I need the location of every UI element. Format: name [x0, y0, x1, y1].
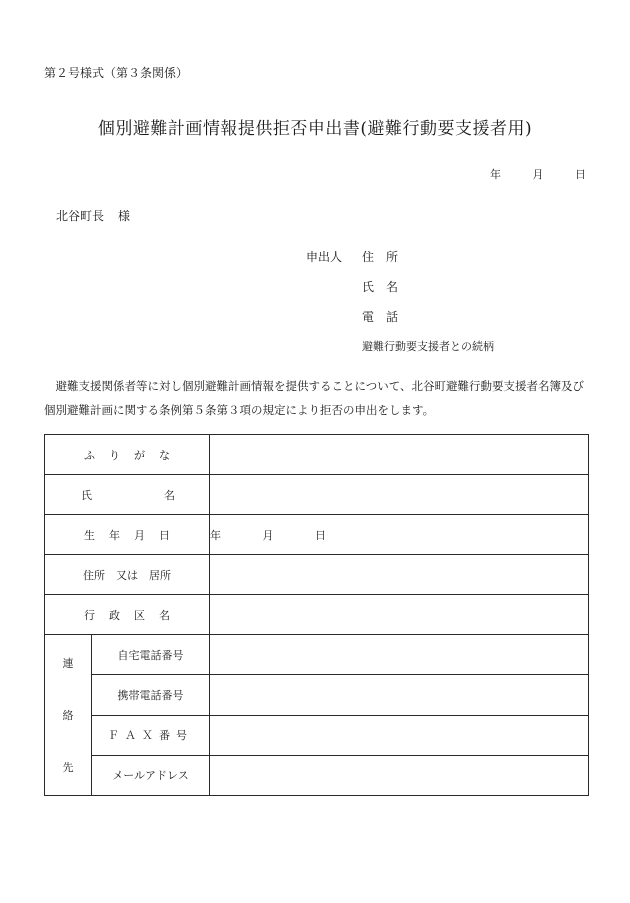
table-row [45, 475, 589, 515]
name-label-left: 氏 [81, 488, 92, 502]
district-field[interactable] [210, 595, 589, 635]
table-row [45, 555, 589, 595]
document-title: 個別避難計画情報提供拒否申出書(避難行動要支援者用) [97, 119, 533, 139]
mobile-phone-label: 携帯電話番号 [92, 675, 210, 715]
date-year: 年 [490, 168, 501, 181]
application-form-table [44, 434, 589, 796]
contact-char-1: 連 [62, 657, 74, 670]
date-line [464, 166, 586, 182]
form-number: 第２号様式（第３条関係） [44, 66, 189, 80]
contact-char-2: 絡 [62, 709, 74, 722]
table-row [45, 635, 589, 675]
email-label: メールアドレス [92, 755, 210, 795]
birthdate-label: 生年月日 [45, 515, 210, 555]
birth-day: 日 [315, 528, 326, 542]
fax-label: ＦＡＸ番号 [92, 715, 210, 755]
table-row [45, 675, 589, 715]
fax-field[interactable] [210, 715, 589, 755]
date-month: 月 [532, 168, 544, 181]
address-field[interactable] [210, 555, 589, 595]
applicant-relation-label: 避難行動要支援者との続柄 [362, 340, 494, 353]
addressee [56, 207, 130, 224]
date-day: 日 [575, 168, 586, 181]
declaration-text: 避難支援関係者等に対し個別避難計画情報を提供することについて、北谷町避難行動要支援者名簿及び個別避難計画に関する条例第５条第３項の規定により拒否の申出をします。 [44, 379, 585, 417]
table-row [45, 435, 589, 475]
address-label: 住所 又は 居所 [45, 555, 210, 595]
furigana-label: ふりがな [45, 435, 210, 475]
table-row [45, 595, 589, 635]
birth-year: 年 [210, 528, 221, 542]
birth-month: 月 [262, 528, 274, 542]
district-label: 行政区名 [45, 595, 210, 635]
applicant-name-label: 氏 名 [362, 280, 399, 294]
email-field[interactable] [210, 755, 589, 795]
furigana-field[interactable] [210, 435, 589, 475]
name-label-right: 名 [164, 488, 175, 502]
name-label [45, 475, 210, 515]
addressee-name: 北谷町長 [56, 209, 105, 223]
applicant-address-label: 住 所 [362, 250, 399, 264]
mobile-phone-field[interactable] [210, 675, 589, 715]
applicant-phone-label: 電 話 [362, 310, 399, 324]
contact-side-label [45, 635, 92, 796]
birthdate-field[interactable] [210, 515, 589, 555]
table-row [45, 715, 589, 755]
table-row [45, 515, 589, 555]
applicant-label: 申出人 [306, 250, 343, 264]
home-phone-label: 自宅電話番号 [92, 635, 210, 675]
name-field[interactable] [210, 475, 589, 515]
table-row [45, 755, 589, 795]
contact-char-3: 先 [62, 761, 74, 774]
home-phone-field[interactable] [210, 635, 589, 675]
addressee-honorific: 様 [118, 209, 131, 223]
